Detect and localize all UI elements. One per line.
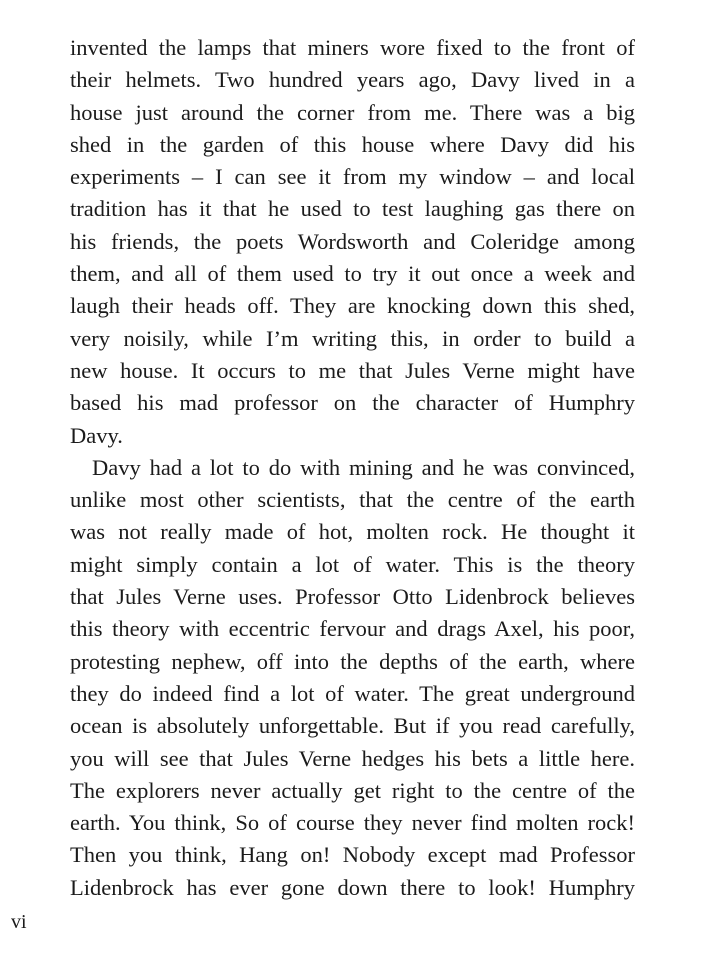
text-line: based his mad professor on the character of Humphry xyxy=(70,390,635,416)
body-text xyxy=(70,32,635,904)
text-line: very noisily, while I’m writing this, in order to build a xyxy=(70,325,635,351)
page-number: vi xyxy=(11,911,27,933)
text-line: experiments – I can see it from my window – and local xyxy=(70,164,635,190)
text-line: The explorers never actually get right to the centre of the xyxy=(70,777,635,803)
text-line: might simply contain a lot of water. This is the theory xyxy=(70,551,635,577)
text-line: invented the lamps that miners wore fixed to the front of xyxy=(70,35,635,60)
text-line: earth. You think, So of course they never find molten rock! xyxy=(70,810,635,836)
text-line: laugh their heads off. They are knocking down this shed, xyxy=(70,293,635,319)
text-line: shed in the garden of this house where Davy did his xyxy=(70,131,635,157)
text-line: they do indeed find a lot of water. The great underground xyxy=(70,680,635,706)
text-line: Davy. xyxy=(70,422,123,448)
text-line: Then you think, Hang on! Nobody except mad Professor xyxy=(70,842,635,868)
text-line: Lidenbrock has ever gone down there to look! Humphry xyxy=(70,874,635,900)
text-line: that Jules Verne uses. Professor Otto Lidenbrock believes xyxy=(70,584,635,610)
text-line: them, and all of them used to try it out once a week and xyxy=(70,261,635,287)
text-line: their helmets. Two hundred years ago, Davy lived in a xyxy=(70,67,635,93)
text-line: house just around the corner from me. There was a big xyxy=(70,99,635,125)
text-line: tradition has it that he used to test laughing gas there on xyxy=(70,196,635,222)
text-line: ocean is absolutely unforgettable. But if you read carefully, xyxy=(70,713,635,739)
text-line: Davy had a lot to do with mining and he was convinced, xyxy=(92,454,635,480)
text-line: unlike most other scientists, that the centre of the earth xyxy=(70,487,635,513)
text-line: new house. It occurs to me that Jules Verne might have xyxy=(70,357,635,383)
text-line: his friends, the poets Wordsworth and Coleridge among xyxy=(70,228,635,254)
text-line: you will see that Jules Verne hedges his bets a little here. xyxy=(70,745,635,771)
text-line: this theory with eccentric fervour and drags Axel, his poor, xyxy=(70,616,635,642)
text-line: was not really made of hot, molten rock. He thought it xyxy=(70,519,635,545)
text-line: protesting nephew, off into the depths of the earth, where xyxy=(70,648,635,674)
